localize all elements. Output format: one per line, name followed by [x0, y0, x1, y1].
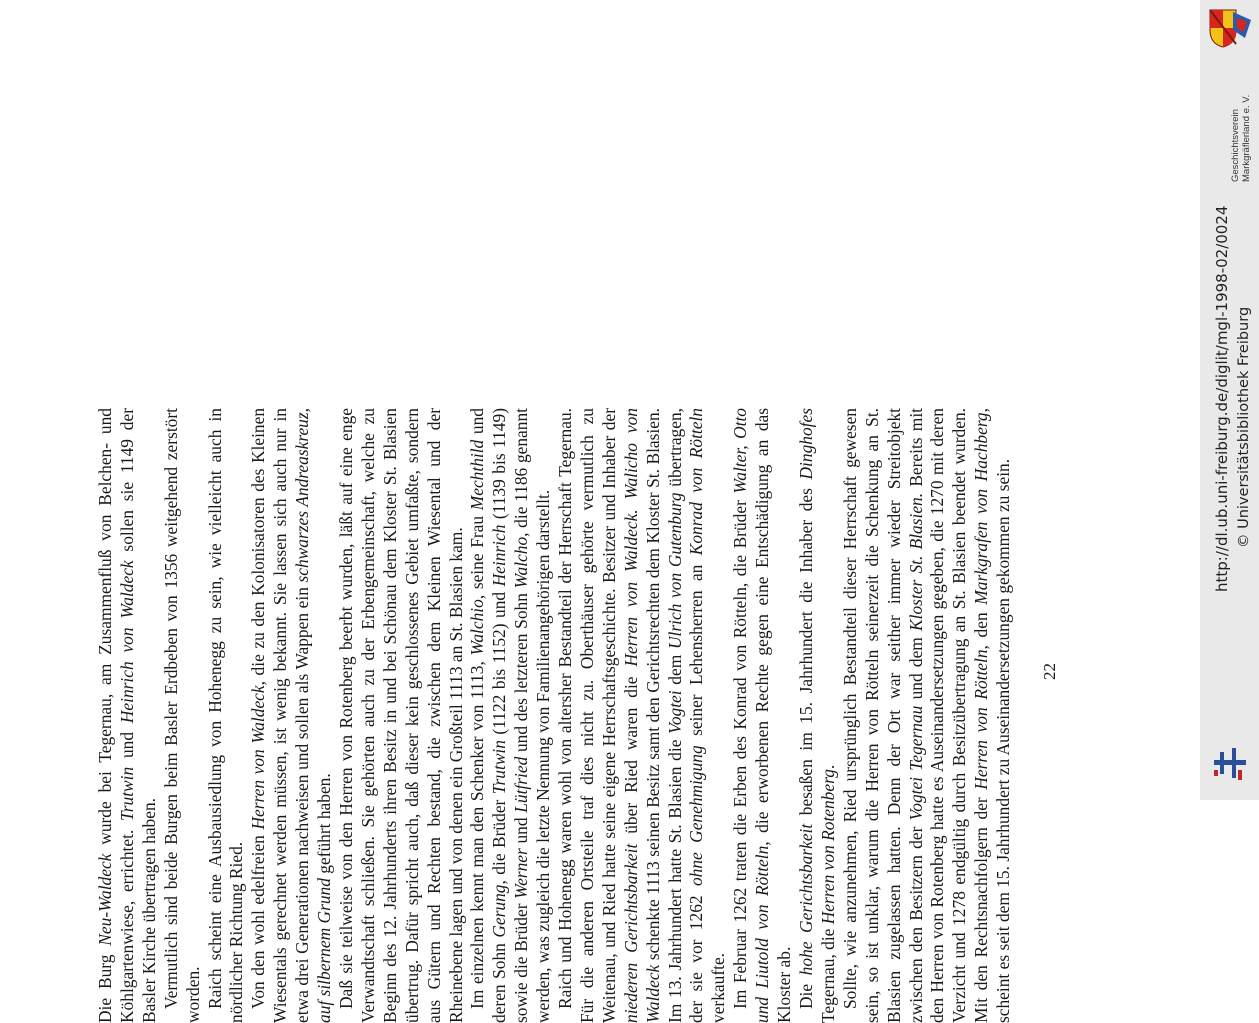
- italic-text-run: niederen Gerichtsbarkeit: [620, 843, 641, 1023]
- text-run: verkaufte.: [708, 952, 729, 1023]
- text-run: schenkte 1113 seinen Besitz samt den Gerichtsrechten dem Kloster St. Blasien. Im 13. Jahrhundert hatte St. Blasien die: [642, 408, 685, 1023]
- text-run: (1122 bis 1152) und: [489, 586, 510, 741]
- body-paragraph: [730, 408, 796, 1023]
- italic-text-run: Neu-Waldeck: [95, 853, 115, 946]
- text-run: seiner Lehensherren an: [686, 555, 707, 746]
- body-paragraph: [336, 408, 467, 1023]
- italic-text-run: Walcho: [511, 536, 532, 589]
- text-run: und deren Sohn: [467, 407, 510, 1023]
- italic-text-run: Herren von Rotenberg: [817, 769, 838, 925]
- text-run: Im Februar 1262 traten die Erben des Konrad von Rötteln, die Brüder: [730, 493, 751, 1009]
- italic-text-run: Kloster St. Blasien.: [905, 492, 926, 631]
- page-text-body: [95, 408, 1030, 1023]
- italic-text-run: Markgrafen von Hachberg: [971, 412, 992, 605]
- text-run: (1139 bis 1149) sowie die Brüder: [489, 408, 532, 1023]
- text-run: , die Brüder: [489, 794, 510, 885]
- italic-text-run: Heinrich von Waldeck: [116, 560, 137, 724]
- body-paragraph: [95, 408, 161, 1023]
- body-paragraph: [467, 408, 555, 1023]
- society-line-1: Geschichtsverein: [1230, 109, 1241, 182]
- text-run: und des letzteren Sohn: [511, 588, 532, 757]
- italic-text-run: Walchio: [467, 599, 488, 656]
- italic-text-run: Vogtei Tegernau: [905, 705, 926, 821]
- text-run: und: [511, 812, 532, 849]
- body-paragraph: [161, 408, 205, 1023]
- italic-text-run: Herren von Rötteln: [971, 649, 992, 790]
- body-paragraph: [555, 408, 730, 1023]
- text-run: , den: [971, 604, 992, 650]
- italic-text-run: Gerung: [489, 884, 510, 938]
- text-run: , die erworbenen Rechte gegen eine Entschädigung an das Kloster ab.: [752, 408, 795, 1023]
- text-run: sollen sie 1149 der Basler Kirche übertragen haben.: [116, 408, 159, 1023]
- body-paragraph: [248, 408, 336, 1023]
- text-run: Im einzelnen kennt man den Schenker von 1113,: [467, 655, 488, 1009]
- ub-freiburg-logo-icon: [1210, 744, 1250, 784]
- text-run: und dem: [905, 630, 926, 706]
- body-paragraph: [205, 408, 249, 1023]
- text-run: , scheint es seit dem 15. Jahrhundert zu Auseinandersetzungen gekommen zu sein.: [971, 408, 1014, 1023]
- copyright-notice: © Universitätsbibliothek Freiburg: [1236, 306, 1252, 548]
- text-run: Tegernau, die: [817, 924, 838, 1023]
- text-run: Vermutlich sind beide Burgen beim Basler Erdbeben von 1356 weitgehend zerstört worden.: [160, 408, 203, 1023]
- text-run: Raich und Hohenegg waren wohl von altersher Bestandteil der Herrschaft Tegernau. Für die anderen Ortsteile traf dies nicht zu. Oberthäuser gehörte vermutlich zu Weitenau, und Ried hatte seine eigene Herrschaftsgeschichte. Besitzer und Inhaber der: [555, 408, 619, 1023]
- italic-text-run: Vogtei: [664, 690, 685, 734]
- italic-text-run: Heinrich: [489, 524, 510, 587]
- text-run: besaßen im 15. Jahrhundert die Inhaber des: [796, 479, 816, 824]
- body-paragraph: [840, 408, 1015, 1023]
- text-run: , seine Frau: [467, 510, 488, 600]
- italic-text-run: Lütfried: [511, 756, 532, 813]
- text-run: geführt haben.: [314, 773, 335, 879]
- text-run: Die Burg: [95, 945, 115, 1023]
- document-url-link[interactable]: http://dl.ub.uni-freiburg.de/diglit/mgl-1998-02/0024: [1213, 205, 1231, 592]
- text-run: übertragen, der sie vor 1262: [664, 408, 707, 1023]
- italic-text-run: hohe Gerichtsbarkeit: [796, 823, 816, 976]
- text-run: dem: [664, 649, 685, 691]
- italic-text-run: Ulrich von Gutenburg: [664, 492, 685, 650]
- italic-text-run: Walter, Otto und Liutold von Rötteln: [730, 408, 773, 1023]
- italic-text-run: Herren von Waldeck. Walicho von Waldeck: [620, 408, 663, 1023]
- text-run: Daß sie teilweise von den Herren von Rotenberg beerbt wurden, läßt auf eine enge Verwandtschaft schließen. Sie gehörten auch zu der Erbengemeinschaft, welche zu Beginn des 12. Jahrhunderts ihren Besitz in und bei Schönau dem Kloster St. Blasien übertrug. Dafür spricht auch, daß dieser kein geschlossenes Gebiet umfaßte, sondern aus Gütern und Rechten bestand, die zwischen dem Kleinen Wiesental und der Rheinebene lagen und von denen ein Großteil 1113 an St. Blasien kam.: [335, 408, 466, 1023]
- text-run: .: [817, 764, 838, 770]
- italic-text-run: schwarzes Andreaskreuz, auf silbernem Grund: [292, 408, 335, 1023]
- italic-text-run: Mechthild: [467, 439, 488, 511]
- body-paragraph: [796, 408, 840, 1023]
- society-name: [1230, 95, 1252, 182]
- text-run: Bereits mit den Herren von Rotenberg hatte es Auseinandersetzungen gegeben, die 1270 mit deren Verzicht und 1278 endgültig durch Besitzübertragung an St. Blasien beendet wurden. Mit den Rechtsnachfolgern der: [905, 408, 992, 1023]
- society-line-2: Markgräflerland e. V.: [1241, 94, 1252, 182]
- text-run: Raich scheint eine Ausbausiedlung von Hohenegg zu sein, wie vielleicht auch in nördlicher Richtung Ried.: [204, 408, 247, 1023]
- italic-text-run: Trutwin: [116, 766, 137, 821]
- italic-text-run: ohne Genehmigung: [686, 745, 707, 887]
- italic-text-run: Trutwin: [489, 740, 510, 795]
- text-run: Von den wohl edelfreien: [248, 829, 269, 1009]
- coat-of-arms-icon: [1207, 8, 1253, 48]
- italic-text-run: Dinghofes: [796, 408, 816, 480]
- italic-text-run: Herren von Waldeck: [248, 685, 269, 830]
- text-run: über Ried waren die: [620, 666, 641, 844]
- text-run: , die zu den Kolonisatoren des Kleinen Wiesentals gerechnet werden müssen, ist wenig bekannt. Sie lassen sich auch nur in etwa drei Generationen nachweisen und sollen als Wappen ein: [248, 407, 313, 1023]
- text-run: wurde bei Tegernau, am Zusammenfluß von Belchen- und Köhlgartenwiese, errichtet.: [95, 408, 137, 1023]
- text-run: Sollte, wie anzunehmen, Ried ursprünglich Bestandteil dieser Herrschaft gewesen sein, so ist unklar, warum die Herren von Rötteln seinerzeit die Schenkung an St. Blasien zugelassen hatten. Denn der Ort war seither immer wieder Streitobjekt zwischen den Besitzern der: [839, 408, 926, 1023]
- italic-text-run: Werner: [511, 848, 532, 899]
- italic-text-run: Konrad von Rötteln: [686, 408, 707, 556]
- text-run: , die 1186 genannt werden, was zugleich die letzte Nennung von Familienangehörigen darstellt.: [511, 408, 554, 1023]
- page-number: 22: [1040, 663, 1059, 680]
- text-run: und: [116, 723, 137, 767]
- text-run: Die: [796, 975, 816, 1009]
